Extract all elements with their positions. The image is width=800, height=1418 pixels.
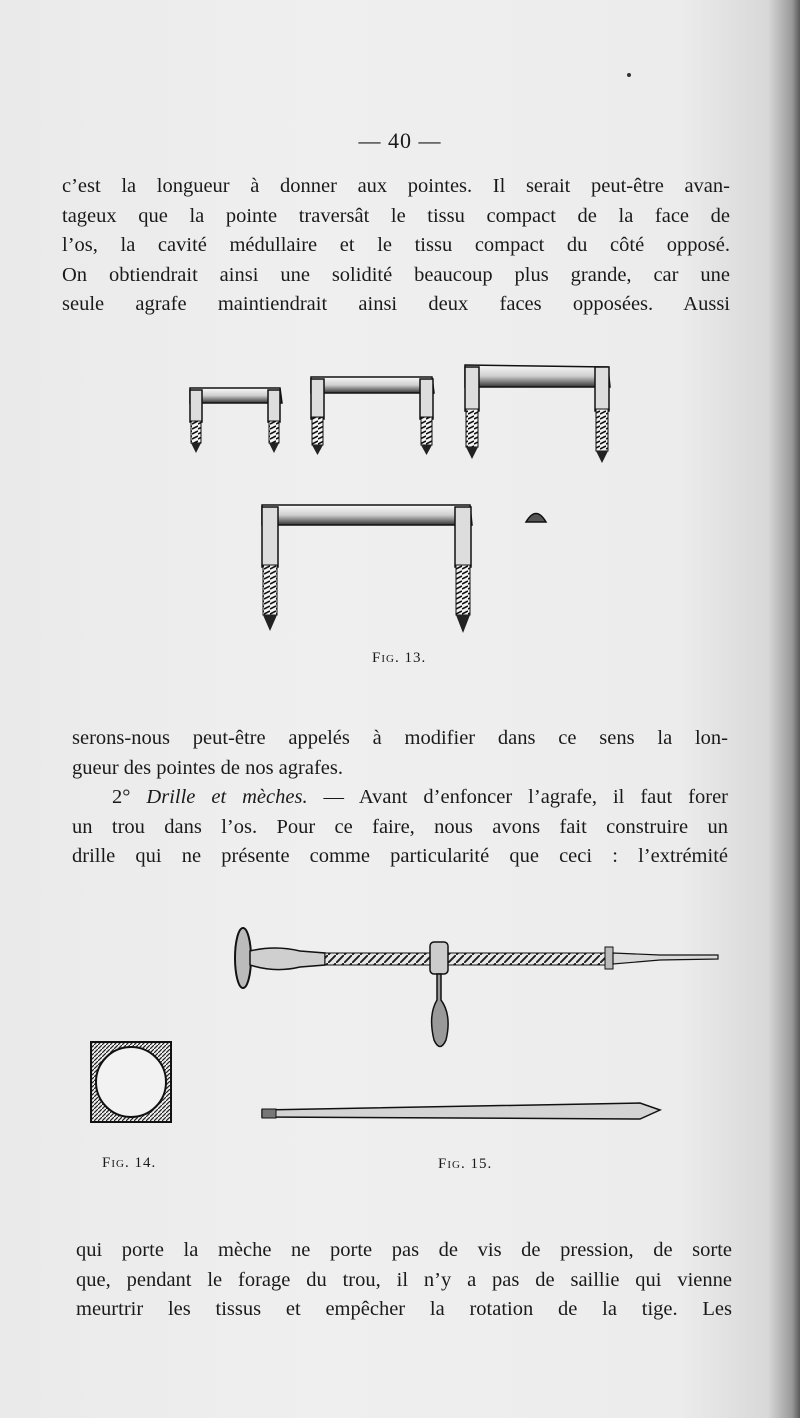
text-line: meurtrir les tissus et empêcher la rotation de la tige. Les [76,1298,732,1320]
text-line: c’est la longueur à donner aux pointes. Il serait peut-être avan- [62,175,730,197]
drill-handle [250,948,325,970]
text-line: qui porte la mèche ne porte pas de vis de pression, de sorte [76,1239,732,1261]
drill-knob [235,928,251,988]
text-line: — Avant d’enfoncer l’agrafe, il faut forer [323,786,729,808]
figure-14-square-section [90,1041,172,1123]
text-line: gueur des pointes de nos agrafes. [72,756,343,779]
figure-14-caption: Fig. 14. [102,1155,157,1171]
text-line: serons-nous peut-être appelés à modifier dans ce sens la lon- [72,727,728,749]
text-line: l’os, la cavité médullaire et le tissu compact du côté opposé. [62,234,730,256]
page-number: — 40 — [358,128,442,153]
staple-medium-3 [465,365,610,463]
text-line: drille qui ne présente comme particularité que ceci : l’extrémité [72,845,728,867]
figure-13-caption: Fig. 13. [372,650,427,666]
text-line: On obtiendrait ainsi une solidité beaucoup plus grande, car une [62,263,730,286]
drill-chuck [605,947,613,969]
staple-small-1 [190,388,282,453]
section-number: 2° [112,786,131,808]
drill-twisted-shaft [325,953,610,965]
text-line: seule agrafe maintiendrait ainsi deux faces opposées. Aussi [62,293,730,315]
text-line: que, pendant le forage du trou, il n’y a pas de saillie qui vienne [76,1268,732,1291]
paragraph-bottom [76,1236,732,1325]
drill-bit-tang [262,1109,276,1118]
section-title: Drille et mèches. [146,786,308,808]
staple-cross-section [526,514,546,523]
text-line: un trou dans l’os. Pour ce faire, nous avons fait construire un [72,815,728,838]
drill-crank-handle [432,974,449,1047]
drill-bit [613,953,718,964]
drill-collar [430,942,448,974]
ink-speck [627,73,631,77]
staple-large-4 [262,505,472,633]
paragraph-top [62,172,730,320]
figure-15-caption: Fig. 15. [438,1156,493,1172]
paragraph-middle [72,724,728,872]
figure-13-staples [0,355,800,655]
text-line: tageux que la pointe traversât le tissu compact de la face de [62,204,730,227]
section-heading-line [72,783,728,813]
drill-bit-separate [262,1103,660,1119]
staple-small-2 [311,377,434,455]
